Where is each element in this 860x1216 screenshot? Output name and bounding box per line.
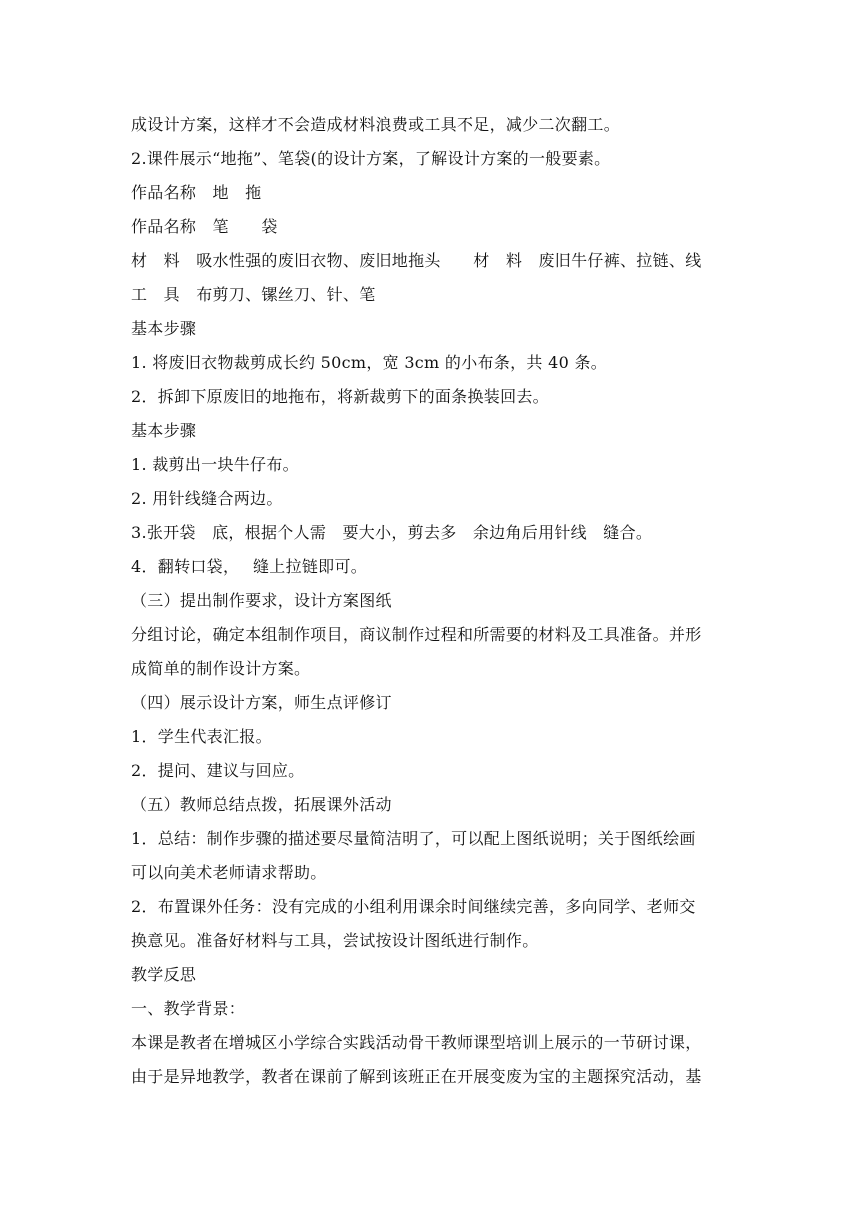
text-line: 3.张开袋 底，根据个人需 要大小，剪去多 余边角后用针线 缝合。 — [131, 523, 653, 542]
text-line: 4．翻转口袋， 缝上拉链即可。 — [131, 557, 368, 576]
section-heading: （四）展示设计方案，师生点评修订 — [131, 693, 392, 712]
text-line: 2. 用针线缝合两边。 — [131, 489, 283, 508]
document-body — [131, 108, 739, 1094]
text-line: 2．提问、建议与回应。 — [131, 761, 305, 780]
section-heading: 一、教学背景： — [131, 999, 246, 1018]
text-line: 本课是教者在增城区小学综合实践活动骨干教师课型培训上展示的一节研讨课， — [131, 1033, 702, 1052]
text-line: 材 料 吸水性强的废旧衣物、废旧地拖头 材 料 废旧牛仔裤、拉链、线 — [131, 251, 702, 270]
text-line: 作品名称 地 拖 — [131, 183, 262, 202]
text-line: 2.课件展示“地拖”、笔袋(的设计方案，了解设计方案的一般要素。 — [131, 149, 611, 168]
section-heading: （五）教师总结点拨，拓展课外活动 — [131, 795, 392, 814]
text-line: 1．总结：制作步骤的描述要尽量简洁明了，可以配上图纸说明；关于图纸绘画 — [131, 829, 696, 848]
text-line: 成简单的制作设计方案。 — [131, 659, 311, 678]
section-heading: 基本步骤 — [131, 319, 197, 338]
text-line: 换意见。准备好材料与工具，尝试按设计图纸进行制作。 — [131, 931, 539, 950]
text-line: 1．学生代表汇报。 — [131, 727, 272, 746]
section-heading: 基本步骤 — [131, 421, 197, 440]
text-line: 成设计方案，这样才不会造成材料浪费或工具不足，减少二次翻工。 — [131, 115, 621, 134]
section-heading: 教学反思 — [131, 965, 197, 984]
text-line: 分组讨论，确定本组制作项目，商议制作过程和所需要的材料及工具准备。并形 — [131, 625, 702, 644]
text-line: 可以向美术老师请求帮助。 — [131, 863, 327, 882]
text-line: 由于是异地教学，教者在课前了解到该班正在开展变废为宝的主题探究活动，基 — [131, 1067, 702, 1086]
text-line: 1. 将废旧衣物裁剪成长约 50cm，宽 3cm 的小布条，共 40 条。 — [131, 353, 608, 372]
section-heading: （三）提出制作要求，设计方案图纸 — [131, 591, 392, 610]
text-line: 作品名称 笔 袋 — [131, 217, 278, 236]
text-line: 1. 裁剪出一块牛仔布。 — [131, 455, 299, 474]
text-line: 工 具 布剪刀、镙丝刀、针、笔 — [131, 285, 376, 304]
text-line: 2．布置课外任务：没有完成的小组利用课余时间继续完善，多向同学、老师交 — [131, 897, 696, 916]
text-line: 2．拆卸下原废旧的地拖布，将新裁剪下的面条换装回去。 — [131, 387, 549, 406]
